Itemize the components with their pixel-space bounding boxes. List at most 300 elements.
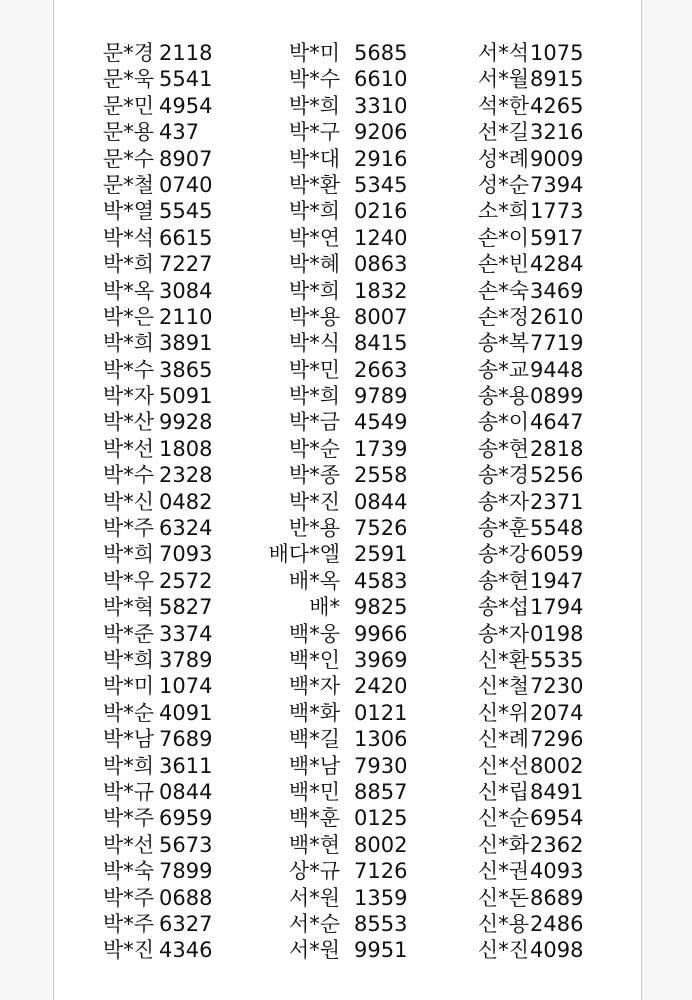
phone-suffix: 9206 xyxy=(354,120,408,145)
phone-suffix: 5541 xyxy=(159,67,213,92)
phone-suffix: 4583 xyxy=(354,568,408,593)
phone-suffix: 3611 xyxy=(159,753,213,778)
list-item xyxy=(98,198,212,224)
phone-suffix: 3865 xyxy=(159,357,213,382)
phone-suffix: 2074 xyxy=(530,700,584,725)
phone-suffix: 6615 xyxy=(159,225,213,250)
phone-suffix: 2558 xyxy=(354,463,408,488)
masked-name: 박*준 xyxy=(102,621,154,646)
masked-name: 박*순 xyxy=(102,700,154,725)
list-item xyxy=(268,673,407,699)
phone-suffix: 2818 xyxy=(530,436,584,461)
phone-suffix: 5827 xyxy=(159,595,213,620)
masked-name: 박*미 xyxy=(102,674,154,699)
list-item xyxy=(268,753,407,779)
masked-name: 박*순 xyxy=(288,436,340,461)
masked-name: 박*금 xyxy=(288,410,340,435)
phone-suffix: 0899 xyxy=(530,384,584,409)
masked-name: 박*혜 xyxy=(288,252,340,277)
masked-name: 박*미 xyxy=(288,41,340,65)
list-item xyxy=(472,66,583,92)
masked-name: 박*열 xyxy=(102,199,154,224)
masked-name: 송*현 xyxy=(477,436,529,461)
masked-name: 박*남 xyxy=(102,727,154,752)
phone-suffix: 5917 xyxy=(530,225,584,250)
list-item xyxy=(98,146,212,172)
masked-name: 박*희 xyxy=(288,278,340,303)
list-item xyxy=(268,225,407,251)
masked-name: 신*순 xyxy=(477,806,529,831)
phone-suffix: 4549 xyxy=(354,410,408,435)
masked-name: 박*식 xyxy=(288,331,340,356)
masked-name: 박*수 xyxy=(102,357,154,382)
list-item xyxy=(98,805,212,831)
phone-suffix: 5548 xyxy=(530,516,584,541)
list-item xyxy=(98,409,212,435)
list-item xyxy=(268,304,407,330)
phone-suffix: 7689 xyxy=(159,727,213,752)
list-item xyxy=(268,93,407,119)
masked-name: 문*수 xyxy=(102,146,154,171)
masked-name: 신*돈 xyxy=(477,885,529,910)
masked-name: 박*숙 xyxy=(102,859,154,884)
phone-suffix: 7930 xyxy=(354,753,408,778)
masked-name: 송*훈 xyxy=(477,516,529,541)
phone-suffix: 0688 xyxy=(159,885,213,910)
masked-name: 송*경 xyxy=(477,463,529,488)
masked-name: 박*희 xyxy=(102,542,154,567)
masked-name: 손*이 xyxy=(477,225,529,250)
list-item xyxy=(98,568,212,594)
list-item xyxy=(98,937,212,963)
phone-suffix: 6059 xyxy=(530,542,584,567)
masked-name: 송*이 xyxy=(477,410,529,435)
phone-suffix: 2118 xyxy=(159,41,213,65)
phone-suffix: 5685 xyxy=(354,41,408,65)
list-item xyxy=(98,383,212,409)
list-item xyxy=(472,304,583,330)
phone-suffix: 1240 xyxy=(354,225,408,250)
phone-suffix: 7526 xyxy=(354,516,408,541)
masked-name: 문*욱 xyxy=(102,67,154,92)
phone-suffix: 3789 xyxy=(159,647,213,672)
list-item xyxy=(268,832,407,858)
masked-name: 박*진 xyxy=(288,489,340,514)
phone-suffix: 2362 xyxy=(530,832,584,857)
list-item xyxy=(98,66,212,92)
phone-suffix: 4098 xyxy=(530,938,584,963)
list-item xyxy=(268,172,407,198)
phone-suffix: 4091 xyxy=(159,700,213,725)
list-item xyxy=(98,462,212,488)
masked-name: 박*산 xyxy=(102,410,154,435)
masked-name: 송*섭 xyxy=(477,595,529,620)
list-item xyxy=(472,911,583,937)
phone-suffix: 8415 xyxy=(354,331,408,356)
masked-name: 송*교 xyxy=(477,357,529,382)
phone-suffix: 1773 xyxy=(530,199,584,224)
phone-suffix: 9951 xyxy=(354,938,408,963)
phone-suffix: 9928 xyxy=(159,410,213,435)
masked-name: 박*수 xyxy=(102,463,154,488)
masked-name: 백*훈 xyxy=(288,806,340,831)
list-item xyxy=(472,753,583,779)
masked-name: 박*주 xyxy=(102,806,154,831)
list-item xyxy=(98,330,212,356)
phone-suffix: 4265 xyxy=(530,93,584,118)
phone-suffix: 1075 xyxy=(530,41,584,65)
phone-suffix: 8907 xyxy=(159,146,213,171)
list-item xyxy=(268,198,407,224)
masked-name: 문*민 xyxy=(102,93,154,118)
list-item xyxy=(268,779,407,805)
phone-suffix: 1074 xyxy=(159,674,213,699)
list-item xyxy=(472,383,583,409)
masked-name: 박*석 xyxy=(102,225,154,250)
list-item xyxy=(98,251,212,277)
phone-suffix: 6327 xyxy=(159,911,213,936)
phone-suffix: 0198 xyxy=(530,621,584,646)
masked-name: 송*현 xyxy=(477,568,529,593)
phone-suffix: 0121 xyxy=(354,700,408,725)
masked-name: 박*옥 xyxy=(102,278,154,303)
masked-name: 손*숙 xyxy=(477,278,529,303)
masked-name: 신*위 xyxy=(477,700,529,725)
list-item xyxy=(472,409,583,435)
masked-name: 서*원 xyxy=(288,885,340,910)
masked-name: 박*주 xyxy=(102,885,154,910)
list-item xyxy=(472,673,583,699)
phone-suffix: 7227 xyxy=(159,252,213,277)
masked-name: 박*환 xyxy=(288,172,340,197)
list-item xyxy=(472,357,583,383)
phone-suffix: 6324 xyxy=(159,516,213,541)
list-item xyxy=(98,489,212,515)
list-item xyxy=(268,858,407,884)
masked-name: 박*희 xyxy=(288,384,340,409)
masked-name: 반*용 xyxy=(288,516,340,541)
phone-suffix: 0844 xyxy=(354,489,408,514)
list-item xyxy=(268,885,407,911)
list-item xyxy=(268,462,407,488)
list-item xyxy=(268,515,407,541)
list-item xyxy=(472,594,583,620)
phone-suffix: 7394 xyxy=(530,172,584,197)
list-item xyxy=(268,911,407,937)
phone-suffix: 2110 xyxy=(159,304,213,329)
phone-suffix: 4346 xyxy=(159,938,213,963)
phone-suffix: 4954 xyxy=(159,93,213,118)
list-item xyxy=(472,119,583,145)
phone-suffix: 2610 xyxy=(530,304,584,329)
masked-name: 박*종 xyxy=(288,463,340,488)
list-item xyxy=(268,489,407,515)
masked-name: 배* xyxy=(309,595,340,620)
phone-suffix: 3084 xyxy=(159,278,213,303)
phone-suffix: 2371 xyxy=(530,489,584,514)
phone-suffix: 8553 xyxy=(354,911,408,936)
phone-suffix: 6954 xyxy=(530,806,584,831)
masked-name: 박*수 xyxy=(288,67,340,92)
list-item xyxy=(98,858,212,884)
list-item xyxy=(268,40,407,66)
masked-name: 박*진 xyxy=(102,938,154,963)
phone-suffix: 2916 xyxy=(354,146,408,171)
masked-name: 박*신 xyxy=(102,489,154,514)
phone-suffix: 1808 xyxy=(159,436,213,461)
masked-name: 박*희 xyxy=(102,252,154,277)
list-item xyxy=(268,700,407,726)
list-item xyxy=(472,568,583,594)
phone-suffix: 8857 xyxy=(354,779,408,804)
name-list-column-1 xyxy=(98,40,212,964)
list-item xyxy=(472,858,583,884)
list-item xyxy=(472,278,583,304)
list-item xyxy=(472,700,583,726)
masked-name: 박*선 xyxy=(102,436,154,461)
masked-name: 손*정 xyxy=(477,304,529,329)
list-item xyxy=(472,225,583,251)
masked-name: 박*희 xyxy=(102,647,154,672)
phone-suffix: 0740 xyxy=(159,172,213,197)
masked-name: 서*석 xyxy=(477,41,529,65)
masked-name: 박*규 xyxy=(102,779,154,804)
masked-name: 박*희 xyxy=(102,753,154,778)
phone-suffix: 6610 xyxy=(354,67,408,92)
masked-name: 서*원 xyxy=(288,938,340,963)
list-item xyxy=(268,383,407,409)
list-item xyxy=(472,541,583,567)
phone-suffix: 8915 xyxy=(530,67,584,92)
phone-suffix: 7230 xyxy=(530,674,584,699)
list-item xyxy=(268,357,407,383)
list-item xyxy=(472,937,583,963)
phone-suffix: 2328 xyxy=(159,463,213,488)
masked-name: 신*환 xyxy=(477,647,529,672)
list-item xyxy=(472,251,583,277)
masked-name: 송*자 xyxy=(477,621,529,646)
phone-suffix: 0482 xyxy=(159,489,213,514)
list-item xyxy=(268,594,407,620)
list-item xyxy=(268,647,407,673)
list-item xyxy=(472,330,583,356)
phone-suffix: 7126 xyxy=(354,859,408,884)
masked-name: 백*자 xyxy=(288,674,340,699)
list-item xyxy=(98,93,212,119)
list-item xyxy=(472,779,583,805)
masked-name: 손*빈 xyxy=(477,252,529,277)
masked-name: 송*자 xyxy=(477,489,529,514)
list-item xyxy=(472,172,583,198)
masked-name: 박*혁 xyxy=(102,595,154,620)
phone-suffix: 6959 xyxy=(159,806,213,831)
list-item xyxy=(98,753,212,779)
phone-suffix: 8491 xyxy=(530,779,584,804)
list-item xyxy=(98,172,212,198)
phone-suffix: 5345 xyxy=(354,172,408,197)
list-item xyxy=(472,146,583,172)
name-list-column-2 xyxy=(268,40,407,964)
list-item xyxy=(98,40,212,66)
phone-suffix: 1306 xyxy=(354,727,408,752)
list-item xyxy=(472,436,583,462)
masked-name: 성*순 xyxy=(477,172,529,197)
list-item xyxy=(472,647,583,673)
phone-suffix: 5535 xyxy=(530,647,584,672)
masked-name: 신*용 xyxy=(477,911,529,936)
phone-suffix: 0216 xyxy=(354,199,408,224)
list-item xyxy=(268,436,407,462)
list-item xyxy=(98,304,212,330)
list-item xyxy=(472,40,583,66)
masked-name: 문*경 xyxy=(102,41,154,65)
masked-name: 배*옥 xyxy=(288,568,340,593)
masked-name: 박*선 xyxy=(102,832,154,857)
phone-suffix: 9825 xyxy=(354,595,408,620)
phone-suffix: 9789 xyxy=(354,384,408,409)
phone-suffix: 1739 xyxy=(354,436,408,461)
masked-name: 백*민 xyxy=(288,779,340,804)
list-item xyxy=(98,700,212,726)
list-item xyxy=(472,462,583,488)
list-item xyxy=(98,673,212,699)
phone-suffix: 7296 xyxy=(530,727,584,752)
masked-name: 신*립 xyxy=(477,779,529,804)
masked-name: 소*희 xyxy=(477,199,529,224)
masked-name: 백*인 xyxy=(288,647,340,672)
phone-suffix: 9966 xyxy=(354,621,408,646)
list-item xyxy=(268,726,407,752)
phone-suffix: 4093 xyxy=(530,859,584,884)
masked-name: 박*민 xyxy=(288,357,340,382)
masked-name: 신*철 xyxy=(477,674,529,699)
phone-suffix: 3216 xyxy=(530,120,584,145)
masked-name: 박*은 xyxy=(102,304,154,329)
list-item xyxy=(472,885,583,911)
masked-name: 박*우 xyxy=(102,568,154,593)
list-item xyxy=(268,409,407,435)
phone-suffix: 5545 xyxy=(159,199,213,224)
masked-name: 석*한 xyxy=(477,93,529,118)
phone-suffix: 7719 xyxy=(530,331,584,356)
phone-suffix: 1832 xyxy=(354,278,408,303)
phone-suffix: 1359 xyxy=(354,885,408,910)
phone-suffix: 0863 xyxy=(354,252,408,277)
list-item xyxy=(472,489,583,515)
list-item xyxy=(472,93,583,119)
masked-name: 박*주 xyxy=(102,911,154,936)
masked-name: 신*례 xyxy=(477,727,529,752)
masked-name: 백*현 xyxy=(288,832,340,857)
masked-name: 서*순 xyxy=(288,911,340,936)
phone-suffix: 8002 xyxy=(354,832,408,857)
masked-name: 박*희 xyxy=(102,331,154,356)
list-item xyxy=(268,278,407,304)
masked-name: 백*화 xyxy=(288,700,340,725)
list-item xyxy=(268,251,407,277)
list-item xyxy=(98,225,212,251)
masked-name: 신*권 xyxy=(477,859,529,884)
phone-suffix: 2572 xyxy=(159,568,213,593)
phone-suffix: 0125 xyxy=(354,806,408,831)
masked-name: 배다*엘 xyxy=(268,542,340,567)
phone-suffix: 1794 xyxy=(530,595,584,620)
list-item xyxy=(268,937,407,963)
masked-name: 서*월 xyxy=(477,67,529,92)
list-item xyxy=(268,621,407,647)
phone-suffix: 2486 xyxy=(530,911,584,936)
masked-name: 백*길 xyxy=(288,727,340,752)
masked-name: 선*길 xyxy=(477,120,529,145)
list-item xyxy=(268,568,407,594)
phone-suffix: 1947 xyxy=(530,568,584,593)
list-item xyxy=(472,726,583,752)
masked-name: 성*례 xyxy=(477,146,529,171)
list-item xyxy=(98,911,212,937)
masked-name: 박*용 xyxy=(288,304,340,329)
phone-suffix: 437 xyxy=(159,120,200,145)
masked-name: 송*복 xyxy=(477,331,529,356)
masked-name: 신*화 xyxy=(477,832,529,857)
masked-name: 박*자 xyxy=(102,384,154,409)
list-item xyxy=(472,515,583,541)
phone-suffix: 0844 xyxy=(159,779,213,804)
masked-name: 문*철 xyxy=(102,172,154,197)
masked-name: 백*웅 xyxy=(288,621,340,646)
list-item xyxy=(98,647,212,673)
list-item xyxy=(472,805,583,831)
phone-suffix: 7899 xyxy=(159,859,213,884)
list-item xyxy=(268,146,407,172)
name-list-column-3 xyxy=(472,40,583,964)
list-item xyxy=(98,726,212,752)
phone-suffix: 2591 xyxy=(354,542,408,567)
phone-suffix: 8002 xyxy=(530,753,584,778)
masked-name: 문*용 xyxy=(102,120,154,145)
list-item xyxy=(98,436,212,462)
masked-name: 박*대 xyxy=(288,146,340,171)
phone-suffix: 8007 xyxy=(354,304,408,329)
phone-suffix: 9448 xyxy=(530,357,584,382)
phone-suffix: 8689 xyxy=(530,885,584,910)
list-item xyxy=(98,779,212,805)
list-item xyxy=(98,594,212,620)
list-item xyxy=(268,119,407,145)
list-item xyxy=(98,278,212,304)
phone-suffix: 9009 xyxy=(530,146,584,171)
list-item xyxy=(268,66,407,92)
list-item xyxy=(472,832,583,858)
masked-name: 송*강 xyxy=(477,542,529,567)
list-item xyxy=(98,119,212,145)
phone-suffix: 4647 xyxy=(530,410,584,435)
list-item xyxy=(472,621,583,647)
masked-name: 박*구 xyxy=(288,120,340,145)
phone-suffix: 3969 xyxy=(354,647,408,672)
phone-suffix: 3891 xyxy=(159,331,213,356)
masked-name: 상*규 xyxy=(288,859,340,884)
masked-name: 박*연 xyxy=(288,225,340,250)
list-item xyxy=(98,621,212,647)
phone-suffix: 4284 xyxy=(530,252,584,277)
list-item xyxy=(98,515,212,541)
list-item xyxy=(268,330,407,356)
list-item xyxy=(98,832,212,858)
masked-name: 백*남 xyxy=(288,753,340,778)
masked-name: 박*희 xyxy=(288,93,340,118)
list-item xyxy=(268,805,407,831)
masked-name: 박*희 xyxy=(288,199,340,224)
